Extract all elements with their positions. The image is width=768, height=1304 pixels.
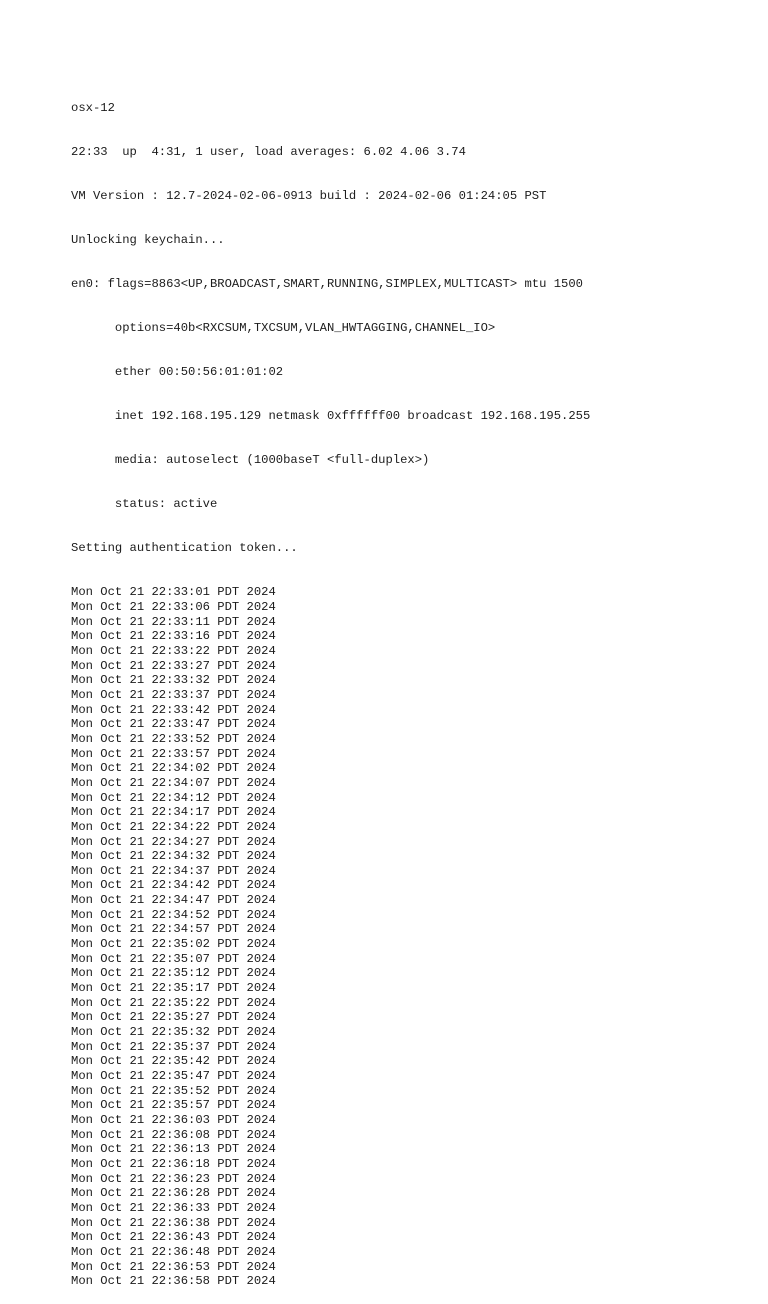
timestamp-line: Mon Oct 21 22:35:37 PDT 2024 bbox=[71, 1039, 276, 1054]
timestamp-line: Mon Oct 21 22:35:22 PDT 2024 bbox=[71, 995, 276, 1010]
timestamp-line: Mon Oct 21 22:36:53 PDT 2024 bbox=[71, 1259, 276, 1274]
timestamp-line: Mon Oct 21 22:33:16 PDT 2024 bbox=[71, 629, 276, 644]
timestamp-line: Mon Oct 21 22:33:27 PDT 2024 bbox=[71, 658, 276, 673]
timestamp-line: Mon Oct 21 22:36:43 PDT 2024 bbox=[71, 1230, 276, 1245]
timestamp-line: Mon Oct 21 22:34:17 PDT 2024 bbox=[71, 805, 276, 820]
interface-ether-line: ether 00:50:56:01:01:02 bbox=[71, 365, 284, 380]
timestamp-line: Mon Oct 21 22:33:22 PDT 2024 bbox=[71, 643, 276, 658]
timestamp-line: Mon Oct 21 22:35:07 PDT 2024 bbox=[71, 951, 276, 966]
interface-status-line: status: active bbox=[71, 497, 218, 512]
timestamp-line: Mon Oct 21 22:35:12 PDT 2024 bbox=[71, 966, 276, 981]
timestamp-line: Mon Oct 21 22:33:06 PDT 2024 bbox=[71, 600, 276, 614]
timestamp-line: Mon Oct 21 22:33:37 PDT 2024 bbox=[71, 687, 276, 702]
timestamp-line: Mon Oct 21 22:34:37 PDT 2024 bbox=[71, 863, 276, 878]
timestamp-line: Mon Oct 21 22:35:57 PDT 2024 bbox=[71, 1098, 276, 1113]
timestamp-line: Mon Oct 21 22:35:47 PDT 2024 bbox=[71, 1069, 276, 1083]
interface-options-line: options=40b<RXCSUM,TXCSUM,VLAN_HWTAGGING,CHANNEL_IO> bbox=[71, 321, 496, 336]
terminal-log bbox=[71, 72, 590, 1304]
timestamp-line: Mon Oct 21 22:36:58 PDT 2024 bbox=[71, 1274, 276, 1289]
timestamp-line: Mon Oct 21 22:35:17 PDT 2024 bbox=[71, 981, 276, 996]
timestamp-line: Mon Oct 21 22:36:08 PDT 2024 bbox=[71, 1127, 276, 1142]
timestamp-line: Mon Oct 21 22:35:42 PDT 2024 bbox=[71, 1054, 276, 1069]
timestamp-line: Mon Oct 21 22:33:01 PDT 2024 bbox=[71, 585, 276, 600]
uptime-line: 22:33 up 4:31, 1 user, load averages: 6.02 4.06 3.74 bbox=[71, 145, 466, 160]
timestamp-line: Mon Oct 21 22:34:57 PDT 2024 bbox=[71, 922, 276, 937]
vm-version-line: VM Version : 12.7-2024-02-06-0913 build : 2024-02-06 01:24:05 PST bbox=[71, 189, 547, 204]
timestamp-line: Mon Oct 21 22:34:42 PDT 2024 bbox=[71, 878, 276, 893]
interface-flags-line: en0: flags=8863<UP,BROADCAST,SMART,RUNNING,SIMPLEX,MULTICAST> mtu 1500 bbox=[71, 277, 583, 292]
timestamp-line: Mon Oct 21 22:36:18 PDT 2024 bbox=[71, 1156, 276, 1171]
interface-inet-line: inet 192.168.195.129 netmask 0xffffff00 broadcast 192.168.195.255 bbox=[71, 409, 591, 424]
timestamp-line: Mon Oct 21 22:33:52 PDT 2024 bbox=[71, 731, 276, 746]
timestamp-line: Mon Oct 21 22:36:23 PDT 2024 bbox=[71, 1171, 276, 1186]
timestamp-line: Mon Oct 21 22:36:13 PDT 2024 bbox=[71, 1142, 276, 1157]
timestamp-line: Mon Oct 21 22:33:11 PDT 2024 bbox=[71, 614, 276, 629]
timestamp-line: Mon Oct 21 22:33:47 PDT 2024 bbox=[71, 717, 276, 732]
keychain-status-line: Unlocking keychain... bbox=[71, 233, 225, 248]
timestamp-line: Mon Oct 21 22:34:22 PDT 2024 bbox=[71, 819, 276, 834]
timestamp-line: Mon Oct 21 22:36:48 PDT 2024 bbox=[71, 1244, 276, 1259]
timestamp-line: Mon Oct 21 22:35:52 PDT 2024 bbox=[71, 1083, 276, 1098]
timestamp-line: Mon Oct 21 22:33:57 PDT 2024 bbox=[71, 746, 276, 761]
timestamp-line: Mon Oct 21 22:33:32 PDT 2024 bbox=[71, 673, 276, 688]
timestamp-line: Mon Oct 21 22:34:12 PDT 2024 bbox=[71, 790, 276, 805]
timestamp-line: Mon Oct 21 22:34:52 PDT 2024 bbox=[71, 907, 276, 922]
timestamp-line: Mon Oct 21 22:33:42 PDT 2024 bbox=[71, 702, 276, 717]
timestamp-line: Mon Oct 21 22:36:28 PDT 2024 bbox=[71, 1186, 276, 1201]
timestamp-line: Mon Oct 21 22:36:03 PDT 2024 bbox=[71, 1112, 276, 1127]
auth-status-line: Setting authentication token... bbox=[71, 541, 298, 556]
timestamp-line: Mon Oct 21 22:34:02 PDT 2024 bbox=[71, 761, 276, 776]
timestamp-line: Mon Oct 21 22:35:02 PDT 2024 bbox=[71, 937, 276, 952]
timestamp-line: Mon Oct 21 22:35:27 PDT 2024 bbox=[71, 1010, 276, 1025]
timestamp-line: Mon Oct 21 22:34:27 PDT 2024 bbox=[71, 834, 276, 849]
timestamp-line: Mon Oct 21 22:34:07 PDT 2024 bbox=[71, 775, 276, 790]
hostname-line: osx-12 bbox=[71, 101, 115, 116]
timestamp-line: Mon Oct 21 22:34:47 PDT 2024 bbox=[71, 893, 276, 908]
timestamp-list bbox=[71, 585, 590, 1289]
interface-media-line: media: autoselect (1000baseT <full-duplex>) bbox=[71, 453, 430, 468]
timestamp-line: Mon Oct 21 22:36:33 PDT 2024 bbox=[71, 1200, 276, 1215]
timestamp-line: Mon Oct 21 22:36:38 PDT 2024 bbox=[71, 1215, 276, 1230]
timestamp-line: Mon Oct 21 22:35:32 PDT 2024 bbox=[71, 1025, 276, 1040]
timestamp-line: Mon Oct 21 22:34:32 PDT 2024 bbox=[71, 849, 276, 864]
